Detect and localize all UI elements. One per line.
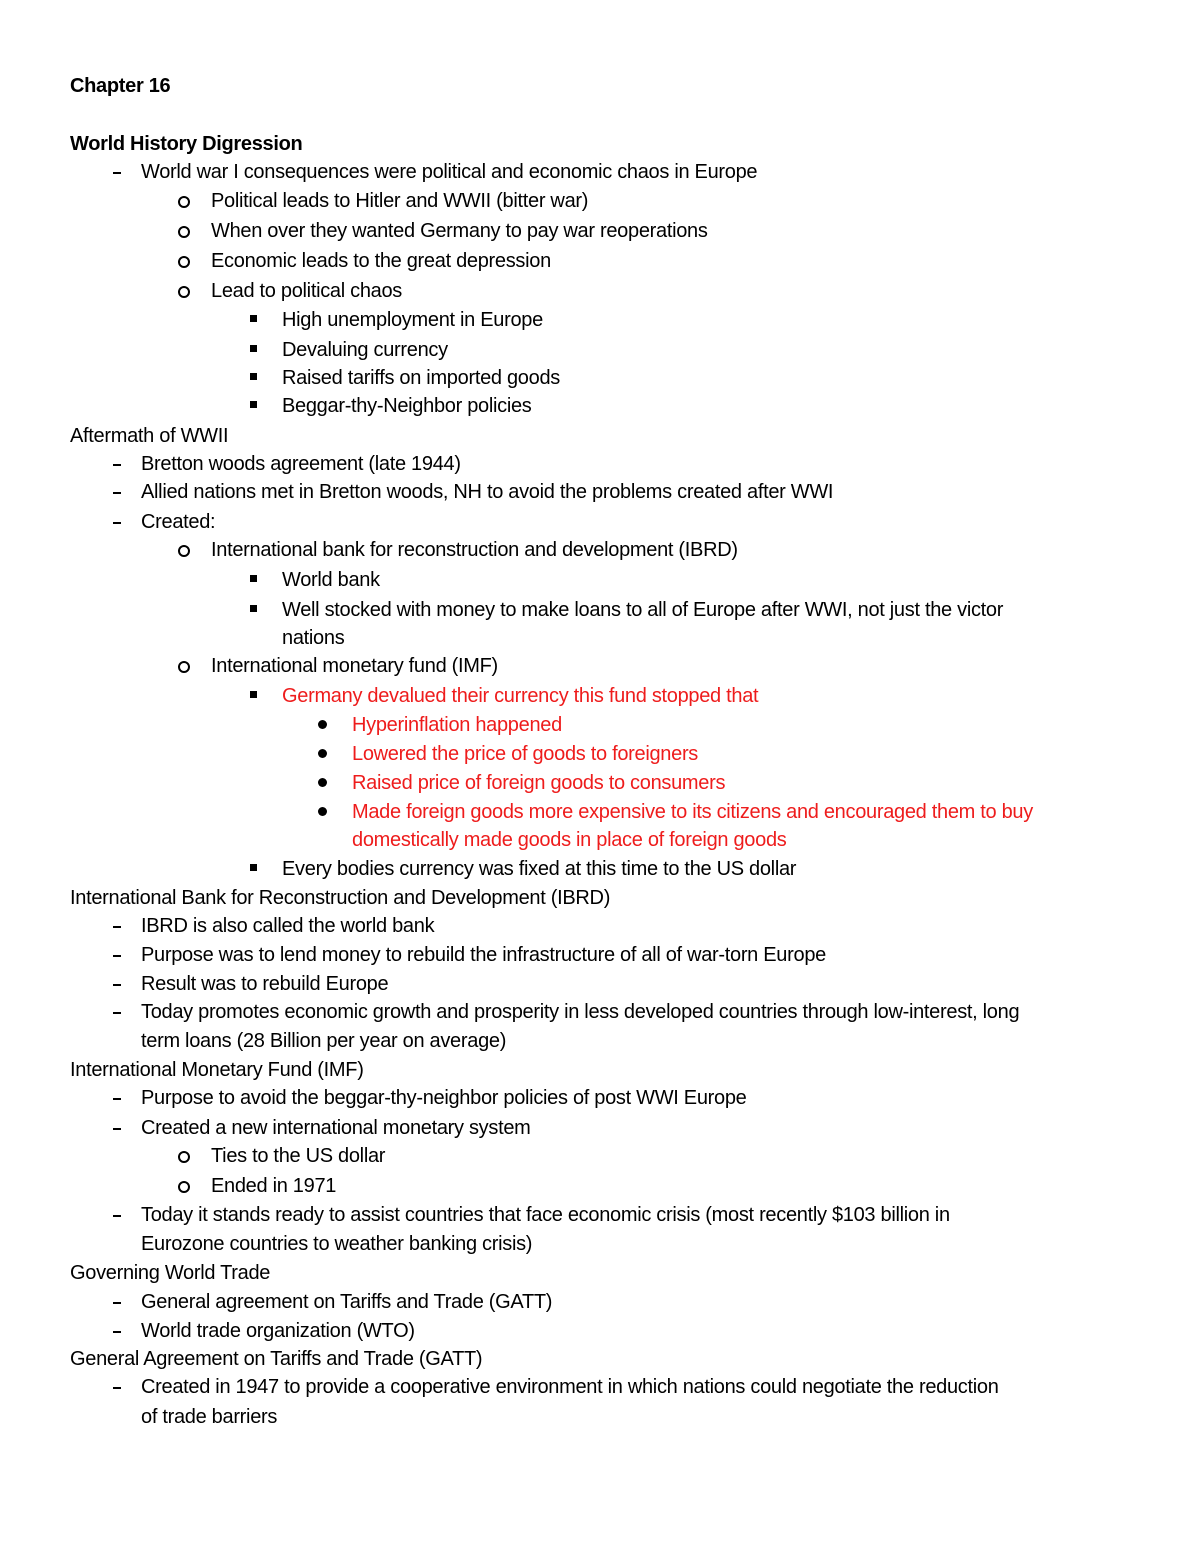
circle-bullet-icon — [178, 545, 190, 557]
list-item-text: Allied nations met in Bretton woods, NH to avoid the problems created after WWI — [141, 481, 834, 503]
list-item-text: Eurozone countries to weather banking crisis) — [141, 1233, 533, 1255]
circle-bullet-icon — [178, 286, 190, 298]
section-heading: Governing World Trade — [70, 1262, 271, 1284]
list-item-text: Ended in 1971 — [211, 1175, 337, 1197]
dash-bullet-icon — [113, 1098, 121, 1100]
section-heading: International Monetary Fund (IMF) — [70, 1059, 364, 1081]
dash-bullet-icon — [113, 1387, 121, 1389]
list-item-text: Purpose was to lend money to rebuild the infrastructure of all of war-torn Europe — [141, 944, 826, 966]
dot-bullet-icon — [318, 749, 327, 758]
list-item-text: Today it stands ready to assist countries that face economic crisis (most recently $103 billion in — [141, 1204, 950, 1226]
list-item-text: Today promotes economic growth and prosperity in less developed countries through low-interest, long — [141, 1001, 1020, 1023]
section-heading: Aftermath of WWII — [70, 425, 229, 447]
square-bullet-icon — [250, 691, 257, 698]
list-item-text: High unemployment in Europe — [282, 309, 543, 331]
list-item-text: Raised price of foreign goods to consumers — [352, 772, 726, 794]
list-item-text: nations — [282, 627, 345, 649]
section-heading: World History Digression — [70, 133, 303, 155]
list-item-text: Lowered the price of goods to foreigners — [352, 743, 698, 765]
dash-bullet-icon — [113, 464, 121, 466]
list-item-text: IBRD is also called the world bank — [141, 915, 435, 937]
list-item-text: Germany devalued their currency this fund stopped that — [282, 685, 759, 707]
circle-bullet-icon — [178, 1151, 190, 1163]
list-item-text: Made foreign goods more expensive to its citizens and encouraged them to buy — [352, 801, 1033, 823]
section-heading: General Agreement on Tariffs and Trade (GATT) — [70, 1348, 483, 1370]
circle-bullet-icon — [178, 661, 190, 673]
dash-bullet-icon — [113, 172, 121, 174]
square-bullet-icon — [250, 401, 257, 408]
dash-bullet-icon — [113, 1012, 121, 1014]
list-item-text: Lead to political chaos — [211, 280, 403, 302]
circle-bullet-icon — [178, 256, 190, 268]
square-bullet-icon — [250, 315, 257, 322]
list-item-text: Every bodies currency was fixed at this time to the US dollar — [282, 858, 797, 880]
dash-bullet-icon — [113, 984, 121, 986]
list-item-text: International bank for reconstruction and development (IBRD) — [211, 539, 738, 561]
square-bullet-icon — [250, 373, 257, 380]
list-item-text: Well stocked with money to make loans to all of Europe after WWI, not just the victor — [282, 599, 1004, 621]
list-item-text: of trade barriers — [141, 1406, 278, 1428]
list-item-text: Created a new international monetary system — [141, 1117, 531, 1139]
list-item-text: Political leads to Hitler and WWII (bitter war) — [211, 190, 589, 212]
square-bullet-icon — [250, 605, 257, 612]
circle-bullet-icon — [178, 196, 190, 208]
dash-bullet-icon — [113, 1331, 121, 1333]
list-item-text: Purpose to avoid the beggar-thy-neighbor policies of post WWI Europe — [141, 1087, 747, 1109]
section-heading: International Bank for Reconstruction and Development (IBRD) — [70, 887, 611, 909]
list-item-text: Result was to rebuild Europe — [141, 973, 389, 995]
dash-bullet-icon — [113, 926, 121, 928]
list-item-text: term loans (28 Billion per year on average) — [141, 1030, 507, 1052]
circle-bullet-icon — [178, 226, 190, 238]
dot-bullet-icon — [318, 778, 327, 787]
square-bullet-icon — [250, 575, 257, 582]
list-item-text: Raised tariffs on imported goods — [282, 367, 560, 389]
dash-bullet-icon — [113, 522, 121, 524]
list-item-text: Devaluing currency — [282, 339, 448, 361]
list-item-text: Beggar-thy-Neighbor policies — [282, 395, 532, 417]
list-item-text: Hyperinflation happened — [352, 714, 562, 736]
page-title: Chapter 16 — [70, 75, 171, 97]
square-bullet-icon — [250, 864, 257, 871]
list-item-text: Created in 1947 to provide a cooperative environment in which nations could negotiate the reduction — [141, 1376, 999, 1398]
list-item-text: When over they wanted Germany to pay war reoperations — [211, 220, 708, 242]
dash-bullet-icon — [113, 492, 121, 494]
list-item-text: World war I consequences were political and economic chaos in Europe — [141, 161, 758, 183]
dash-bullet-icon — [113, 1128, 121, 1130]
dash-bullet-icon — [113, 1302, 121, 1304]
list-item-text: Bretton woods agreement (late 1944) — [141, 453, 461, 475]
list-item-text: General agreement on Tariffs and Trade (GATT) — [141, 1291, 553, 1313]
list-item-text: Economic leads to the great depression — [211, 250, 551, 272]
dash-bullet-icon — [113, 1215, 121, 1217]
dot-bullet-icon — [318, 807, 327, 816]
circle-bullet-icon — [178, 1181, 190, 1193]
list-item-text: Ties to the US dollar — [211, 1145, 386, 1167]
list-item-text: International monetary fund (IMF) — [211, 655, 498, 677]
square-bullet-icon — [250, 345, 257, 352]
list-item-text: domestically made goods in place of foreign goods — [352, 829, 787, 851]
list-item-text: World bank — [282, 569, 380, 591]
dash-bullet-icon — [113, 955, 121, 957]
dot-bullet-icon — [318, 720, 327, 729]
list-item-text: World trade organization (WTO) — [141, 1320, 415, 1342]
list-item-text: Created: — [141, 511, 216, 533]
